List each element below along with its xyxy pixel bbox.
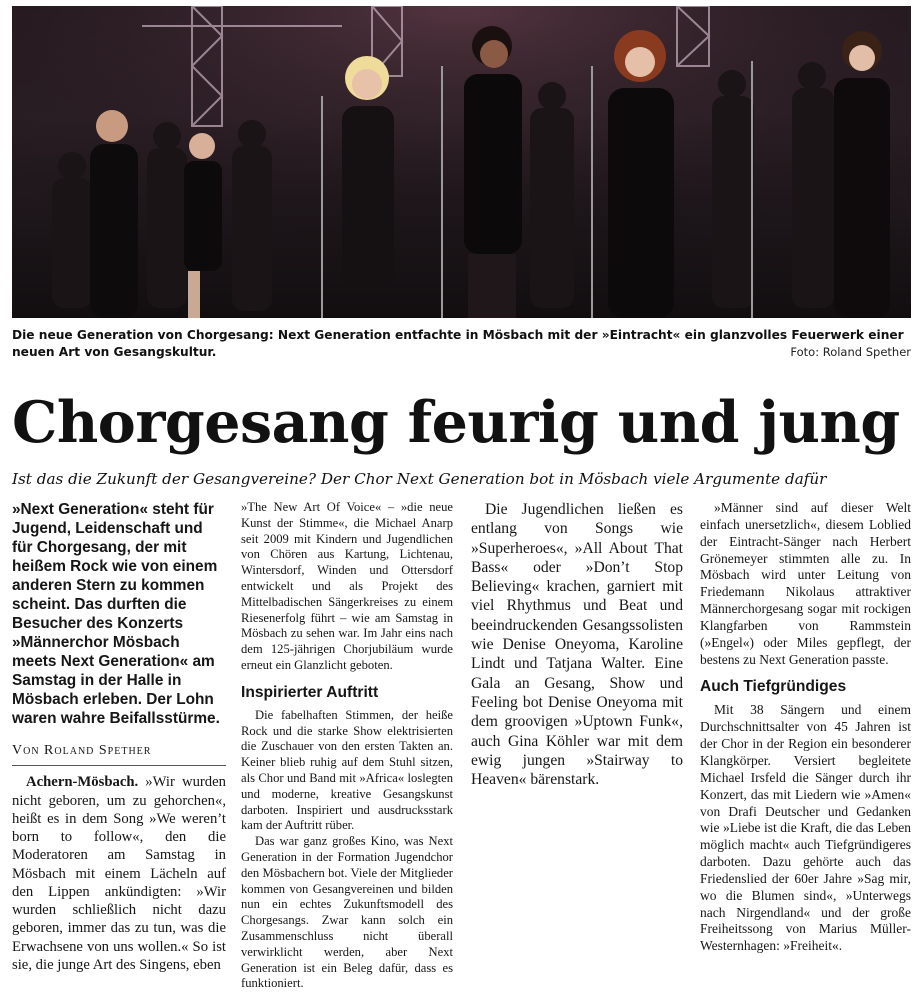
subheading-inspirierter-auftritt: Inspirierter Auftritt: [241, 683, 379, 701]
article-paragraph-3: Die fabelhaften Stimmen, der heiße Rock und die starke Show elektrisierten die Zuschauer von den ersten Takten an. Keiner blieb ruhig auf dem Stuhl sitzen, als Chor und Band mit »Africa« loslegten und moderne, kreative Gesangskunst darboten. Inspiriert und ausdrucksstark kam der Auftritt rüber.: [241, 707, 453, 833]
photo-caption: Die neue Generation von Chorgesang: Next Generation entfachte in Mösbach mit der »Eintracht« ein glanzvolles Feuerwerk einer neuen Art von Gesangskultur.: [12, 328, 904, 359]
article-column-2: [241, 500, 453, 992]
paragraph-text: »Wir wurden nicht geboren, um zu gehorchen«, heißt es in dem Song »We weren’t born to follow«, den die Moderatoren am Samstag in Mösbach mit einem Lächeln auf den Lippen ankündigten: »Wir wurden schließlich nicht dazu geboren, immer das zu tun, was die Erwachsene von uns wollen.« So ist sie, die junge Art des Singens, eben: [12, 774, 227, 973]
article-paragraph-4: Das war ganz großes Kino, was Next Generation in der Formation Jugendchor den Mösbachern bot. Viele der Mitglieder kommen von Gesangvereinen und bilden nun ein echtes Zukunftsmodell des Chorgesangs. Zwar kann solch ein Zusammenschluss nicht überall verwirklicht werden, aber Next Generation ist ein Beleg dafür, dass es funktioniert.: [241, 834, 453, 991]
article-headline: Chorgesang feurig und jung: [12, 389, 900, 456]
article-column-4: [700, 500, 911, 955]
article-paragraph-6: »Männer sind auf dieser Welt einfach unersetzlich«, diesem Loblied der Eintracht-Sänger nach Herbert Grönemeyer stimmten alle zu. In Mösbach wird unter Leitung von Friedemann Nikolaus attraktiver Männerchorgesang sogar mit rockigen Klangfarben von Rammstein (»Engel«) oder Miles gepflegt, der bestens zu Next Generation passte.: [700, 500, 911, 667]
photo-credit: Foto: Roland Spether: [790, 345, 911, 359]
article-paragraph-7: Mit 38 Sängern und einem Durchschnittsalter von 45 Jahren ist der Chor in der Region ein besonderer Klangkörper. Versiert begleitete Michael Irsfeld die Sänger durch ihr Konzert, das mit Liedern wie »Amen« von Drafi Deutscher und Gedanken wie »Liebe ist die Kraft, die das Leben möglich macht« auch Tiefgründigeres darboten. Dazu gehörte auch das Friedenslied der 60er Jahre »Sag mir, wo die Blumen sind«, »Unterwegs nach Nirgendland« und der große Freiheitssong von Marius Müller-Westernhagen: »Freiheit«.: [700, 702, 911, 954]
article-paragraph-2: »The New Art Of Voice« – »die neue Kunst der Stimme«, die Michael Anarp seit 2009 mit Kindern und Jugendlichen von Chören aus Kartung, Lichtenau, Wintersdorf, Winden und Ottersdorf entwickelt und als Projekt des Mittelbadischen Sängerkreises zu einem Riesenerfolg führt – wie am Samstag in Mösbach zu sehen war. Im Jahr eins nach dem 125-jährigen Chorjubiläum wurde erneut ein Glanzlicht geboten.: [241, 500, 453, 672]
choir-stage-image: [12, 6, 911, 318]
article-lead: »Next Generation« steht für Jugend, Leidenschaft und für Chorgesang, der mit heißem Rock wie von einem anderen Stern zu kommen scheint. Das durften die Besucher des Konzerts »Männerchor Mösbach meets Next Generation« am Samstag in der Halle in Mösbach erleben. Der Lohn waren wahre Beifallsstürme.: [12, 501, 220, 727]
article-column-3: [471, 500, 683, 789]
concert-photo: [12, 6, 911, 318]
byline-author: Von Roland Spether: [12, 743, 152, 758]
dateline: Achern-Mösbach.: [26, 774, 139, 791]
article-column-1: [12, 500, 226, 974]
byline: [12, 742, 226, 766]
article-paragraph-5: Die Jugendlichen ließen es entlang von Songs wie »Superheroes«, »All About That Bass« oder »Don’t Stop Believing« krachen, garniert mit viel Rhythmus und Beat und beeindruckenden Gesangssolisten wie Denise Oneyoma, Karoline Lindt und Tatjana Walter. Eine Gala an Gesang, Show und Feeling bot Denise Oneyoma mit dem groovigen »Uptown Funk«, auch Gina Köhler war mit dem ewig jungen »Stairway to Heaven« bärenstark.: [471, 501, 683, 789]
article-paragraph-1: [12, 773, 226, 974]
article-subheadline: Ist das die Zukunft der Gesangvereine? Der Chor Next Generation bot in Mösbach viele Argumente dafür: [12, 470, 827, 488]
subheading-auch-tiefgruendiges: Auch Tiefgründiges: [700, 678, 847, 696]
